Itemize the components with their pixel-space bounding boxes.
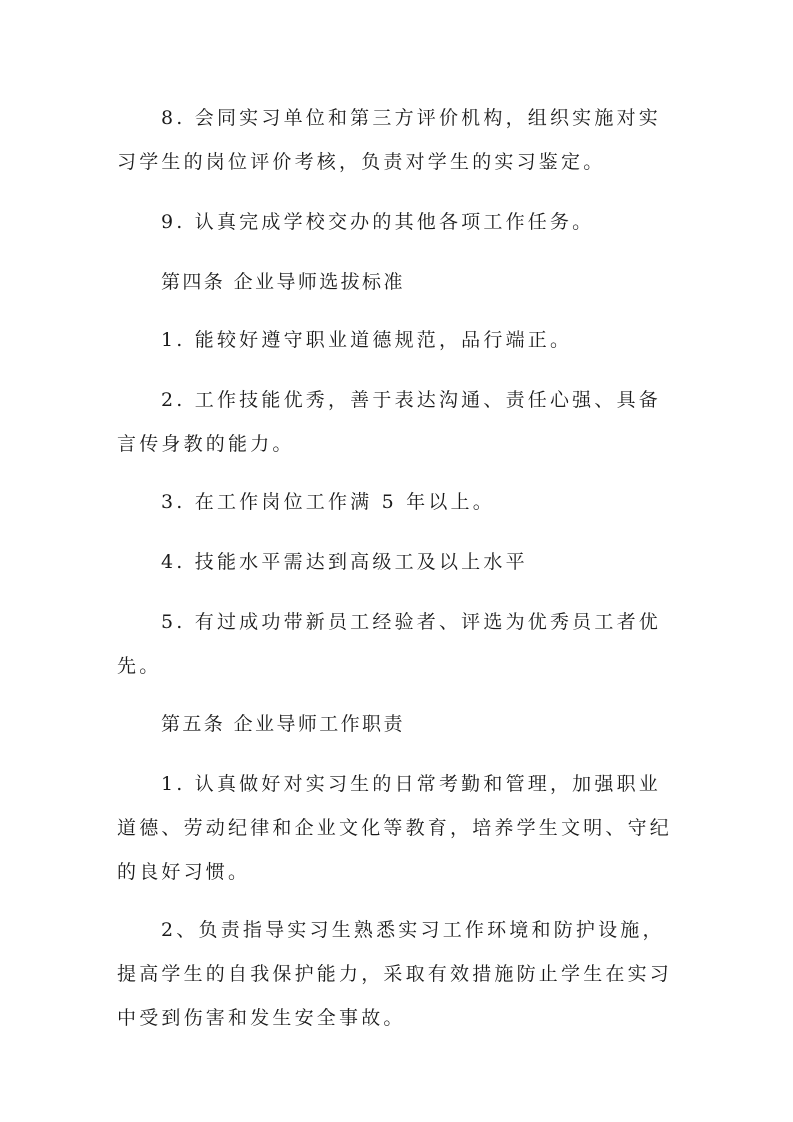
paragraph-duty-8: 8. 会同实习单位和第三方评价机构，组织实施对实习学生的岗位评价考核，负责对学生的实习鉴定。 <box>117 107 661 173</box>
paragraph-criterion-1: 1. 能较好遵守职业道德规范，品行端正。 <box>161 329 573 351</box>
paragraph-criterion-3: 3. 在工作岗位工作满 5 年以上。 <box>161 491 495 513</box>
paragraph-criterion-5: 5. 有过成功带新员工经验者、评选为优秀员工者优先。 <box>117 611 661 677</box>
paragraph-criterion-4: 4. 技能水平需达到高级工及以上水平 <box>161 551 528 573</box>
article-4-heading: 第四条 企业导师选拔标准 <box>161 271 405 293</box>
paragraph-responsibility-2: 2、负责指导实习生熟悉实习工作环境和防护设施，提高学生的自我保护能力，采取有效措施防止学生在实习中受到伤害和发生安全事故。 <box>117 919 673 1029</box>
paragraph-duty-9: 9. 认真完成学校交办的其他各项工作任务。 <box>161 211 595 233</box>
paragraph-criterion-2: 2. 工作技能优秀，善于表达沟通、责任心强、具备言传身教的能力。 <box>117 389 661 455</box>
article-5-heading: 第五条 企业导师工作职责 <box>161 713 405 735</box>
paragraph-responsibility-1: 1. 认真做好对实习生的日常考勤和管理，加强职业道德、劳动纪律和企业文化等教育，培养学生文明、守纪的良好习惯。 <box>117 773 673 883</box>
